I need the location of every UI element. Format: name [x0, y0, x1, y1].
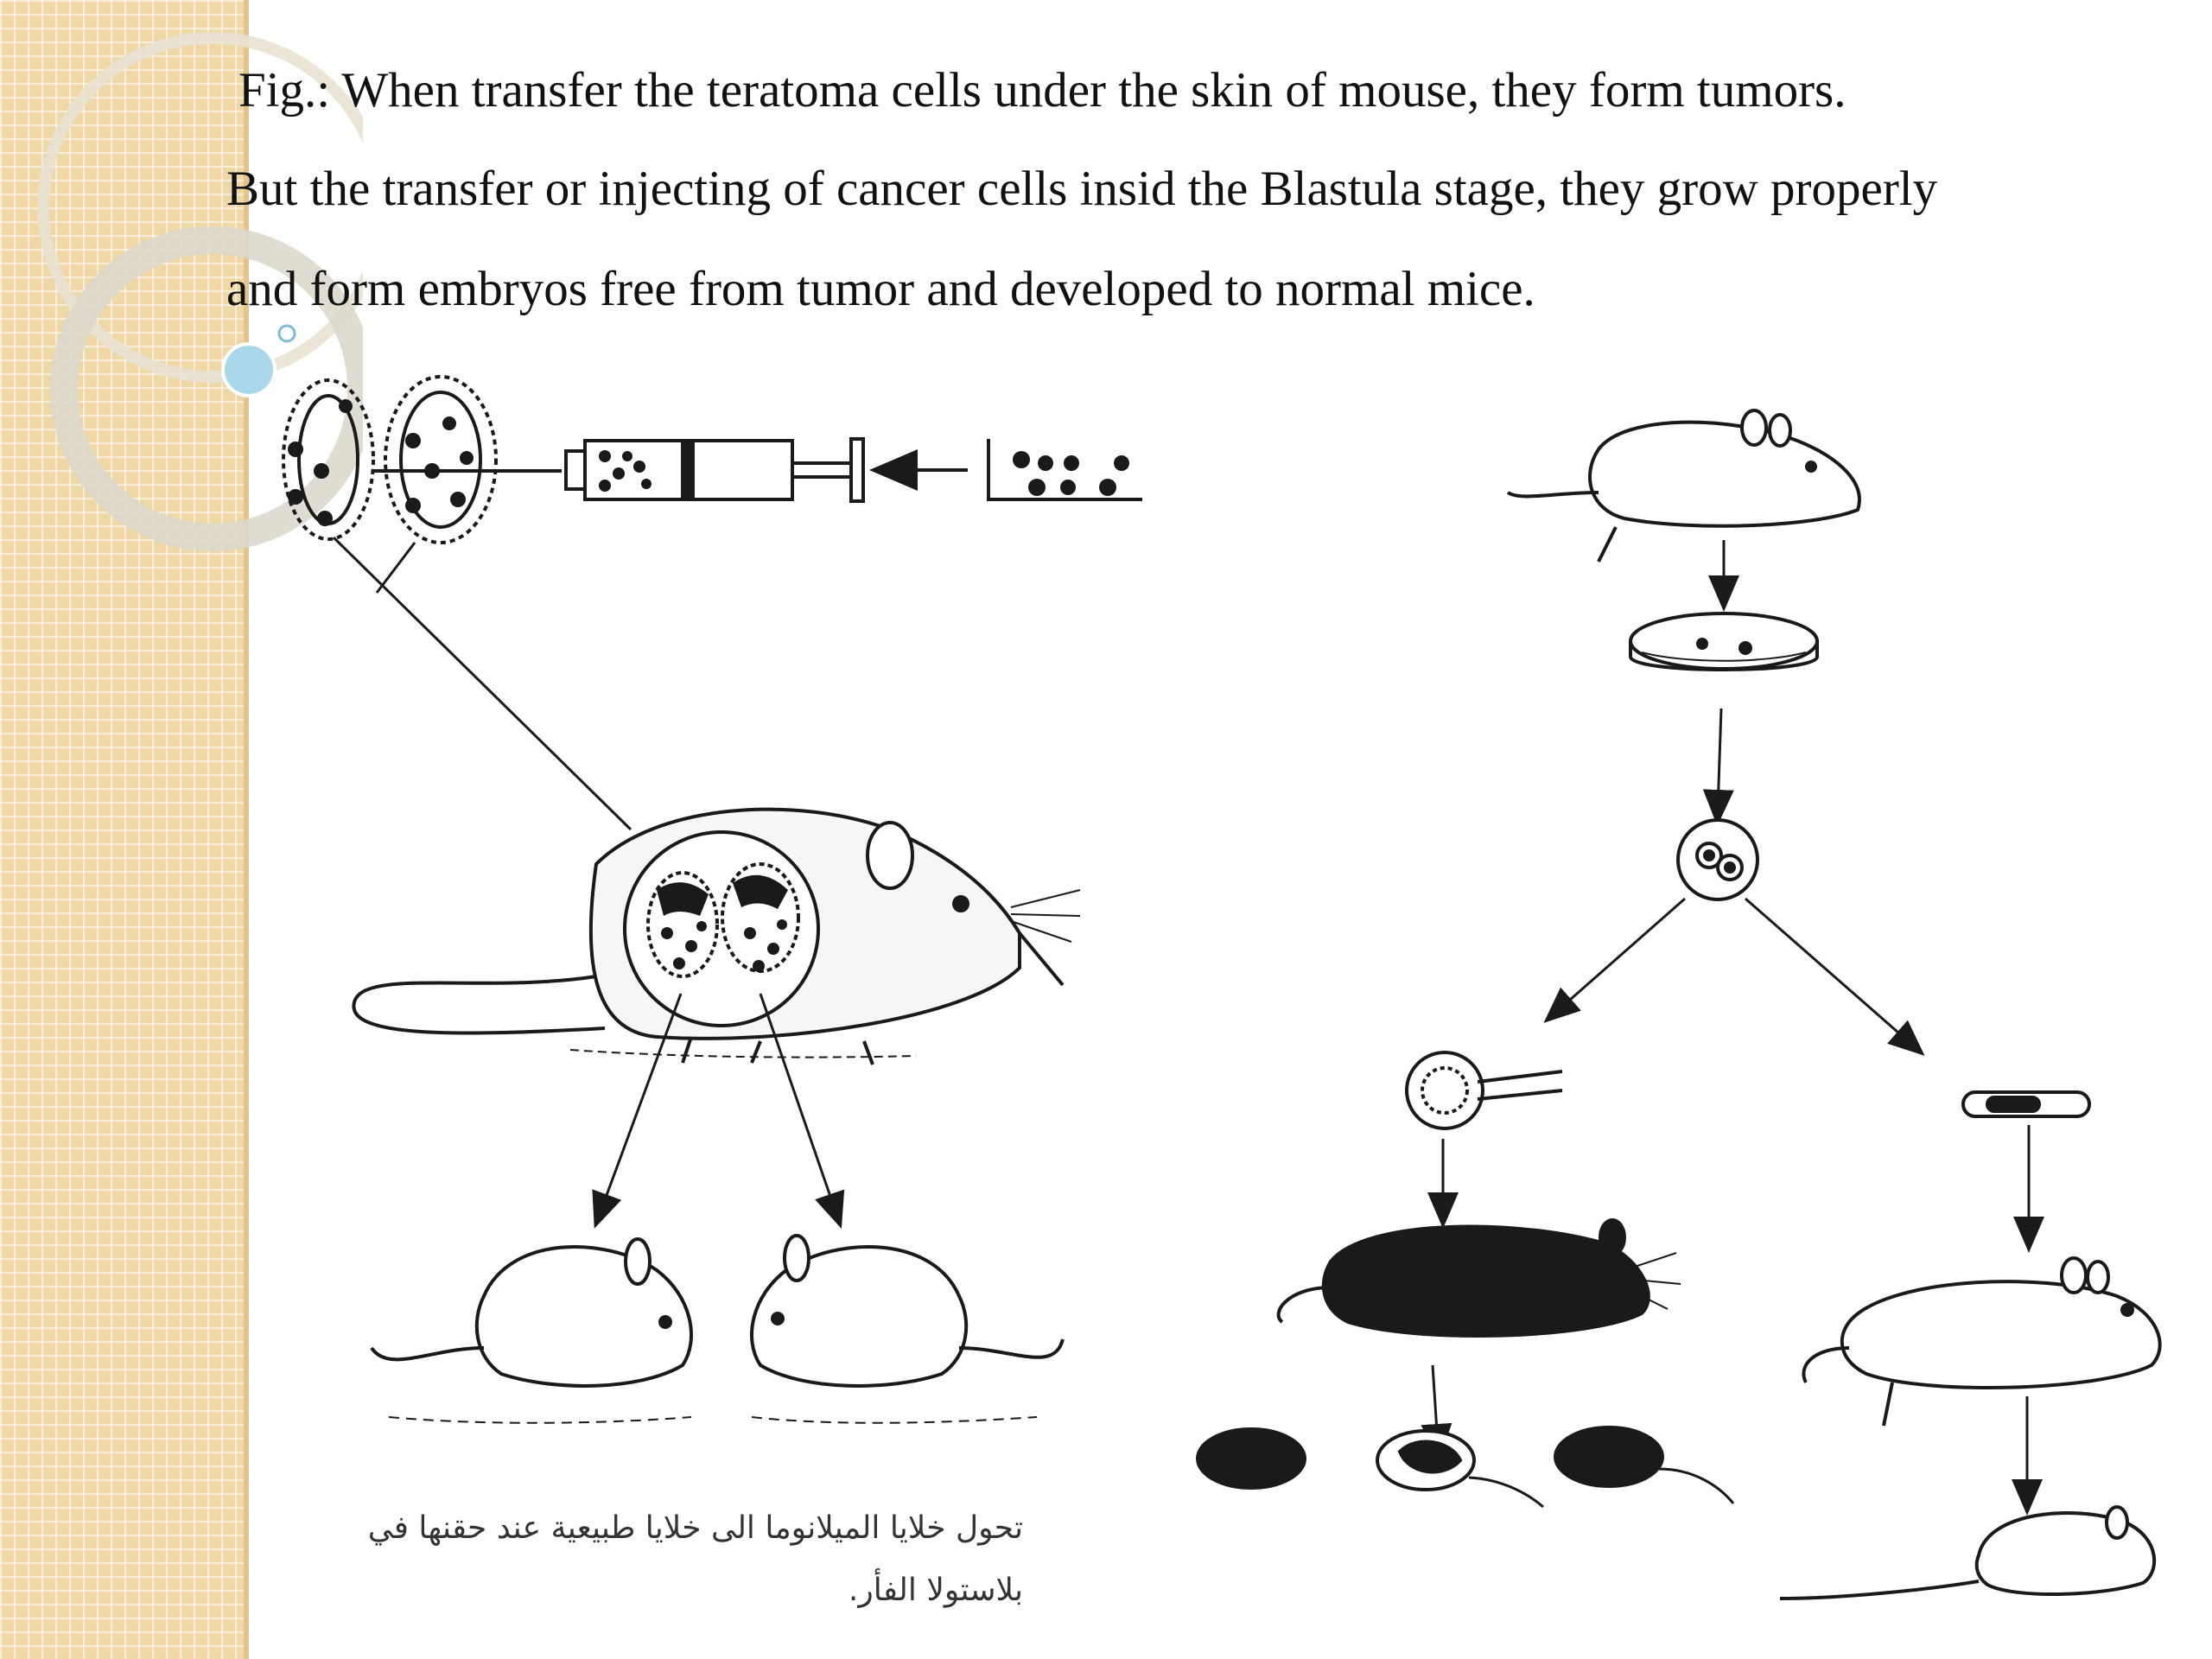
early-embryo — [1678, 820, 1758, 899]
caption-line-2: But the transfer or injecting of cancer cells insid the Blastula stage, they grow properly — [226, 162, 1938, 216]
caption-line-1: Fig.: When transfer the teratoma cells under the skin of mouse, they form tumors. — [238, 63, 1847, 118]
arrow-dish-to-embryo — [1718, 709, 1721, 810]
connector-to-host-mouse — [334, 537, 631, 830]
litter-of-pups — [1198, 1427, 1733, 1507]
syringe — [566, 439, 863, 501]
pup-left — [1198, 1429, 1305, 1488]
chimeric-black-mouse — [1279, 1220, 1681, 1336]
culture-dish — [988, 439, 1142, 499]
offspring-mouse-right — [752, 1236, 1063, 1423]
pup-right — [1555, 1427, 1662, 1486]
blastula-pair — [283, 377, 562, 543]
white-offspring-mouse — [1780, 1507, 2154, 1599]
offspring-mouse-left — [372, 1239, 691, 1423]
micropipette-blastocyst — [1407, 1052, 1562, 1128]
arrow-embryo-to-left-branch — [1555, 899, 1685, 1013]
arrow-embryo-to-right-branch — [1745, 899, 1913, 1046]
host-mouse-with-tumors — [353, 810, 1080, 1065]
arabic-caption-line-2: بلاستولا الفأر. — [848, 1573, 1023, 1608]
arabic-caption-line-1: تحول خلايا الميلانوما الى خلايا طبيعية عند حقنها في — [367, 1510, 1023, 1546]
embryo-capsule — [1963, 1092, 2089, 1116]
donor-mouse — [1508, 410, 1859, 562]
petri-dish — [1630, 613, 1817, 670]
normal-white-mouse — [1803, 1258, 2159, 1426]
caption-line-3: and form embryos free from tumor and developed to normal mice. — [226, 262, 1535, 316]
